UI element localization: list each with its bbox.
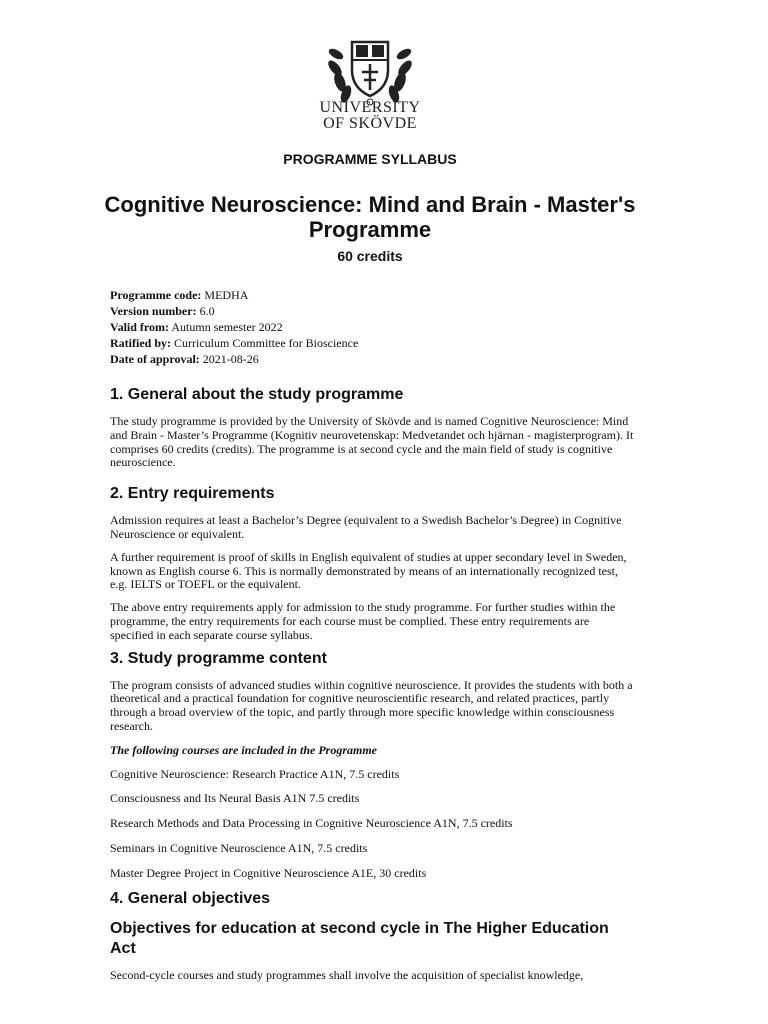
section-1-paragraph: The study programme is provided by the University of Skövde and is named Cognitive Neuroscience: Mind and Brain - Master’s Programme (Kognitiv neurovetenskap: Medvetandet och hjärnan - magisterprogram). It comprises 60 credits (credits). The programme is at second cycle and the main field of study is cognitive neuroscience.: [110, 414, 634, 470]
section-4-heading: 4. General objectives: [110, 889, 271, 907]
meta-version: [110, 303, 358, 319]
courses-list-heading: The following courses are included in the Programme: [110, 742, 378, 757]
meta-ratified: [110, 335, 358, 351]
section-2-paragraph-2: A further requirement is proof of skills in English equivalent of studies at upper secondary level in Sweden, known as English course 6. This is normally demonstrated by means of an internationally recognized test, e.g. IELTS or TOEFL or the equivalent.: [110, 549, 627, 592]
section-3-paragraph: The program consists of advanced studies within cognitive neuroscience. It provides the students with both a theoretical and a practical foundation for cognitive neuroscientific research, and related practices, partly through a broad overview of the topic, and partly through more specific knowledge within consciousness research.: [110, 677, 633, 733]
meta-date: [110, 351, 358, 367]
section-3-heading: 3. Study programme content: [110, 649, 327, 667]
university-name-line2: OF SKÖVDE: [323, 115, 417, 132]
meta-code-value: MEDHA: [204, 288, 249, 302]
meta-date-value: 2021-08-26: [202, 352, 259, 366]
section-4-subheading: Objectives for education at second cycle in The Higher Education Act: [110, 919, 609, 957]
course-item: Research Methods and Data Processing in Cognitive Neuroscience A1N, 7.5 credits: [110, 816, 513, 831]
meta-valid-value: Autumn semester 2022: [171, 320, 283, 334]
programme-title: Cognitive Neuroscience: Mind and Brain - Master's Programme: [104, 192, 636, 242]
section-1-heading: 1. General about the study programme: [110, 386, 404, 403]
section-2-paragraph-1: Admission requires at least a Bachelor’s Degree (equivalent to a Swedish Bachelor’s Degree) in Cognitive Neuroscience or equivalent.: [110, 513, 622, 541]
meta-code-label: Programme code:: [110, 288, 202, 302]
document-type: PROGRAMME SYLLABUS: [283, 151, 457, 167]
section-2-paragraph-3: The above entry requirements apply for admission to the study programme. For further studies within the programme, the entry requirements for each course must be complied. These entry requirements are specified in each separate course syllabus.: [110, 600, 616, 642]
syllabus-body: [110, 385, 635, 982]
section-4-paragraph: Second-cycle courses and study programmes shall involve the acquisition of specialist knowledge,: [110, 967, 584, 982]
meta-ratified-value: Curriculum Committee for Bioscience: [174, 336, 359, 350]
university-name-line1: UNIVERSITY: [319, 99, 421, 116]
meta-date-label: Date of approval:: [110, 352, 200, 366]
meta-ratified-label: Ratified by:: [110, 336, 171, 350]
course-item: Consciousness and Its Neural Basis A1N 7.5 credits: [110, 791, 360, 806]
meta-valid-label: Valid from:: [110, 320, 170, 334]
course-item: Cognitive Neuroscience: Research Practice A1N, 7.5 credits: [110, 766, 400, 781]
section-2-heading: 2. Entry requirements: [110, 485, 275, 503]
course-item: Seminars in Cognitive Neuroscience A1N, 7.5 credits: [110, 840, 368, 855]
programme-credits: 60 credits: [337, 248, 403, 264]
course-item: Master Degree Project in Cognitive Neuroscience A1E, 30 credits: [110, 865, 427, 880]
programme-metadata: [110, 287, 358, 367]
meta-valid: [110, 319, 358, 335]
meta-version-value: 6.0: [199, 304, 215, 318]
meta-version-label: Version number:: [110, 304, 197, 318]
meta-code: [110, 287, 358, 303]
